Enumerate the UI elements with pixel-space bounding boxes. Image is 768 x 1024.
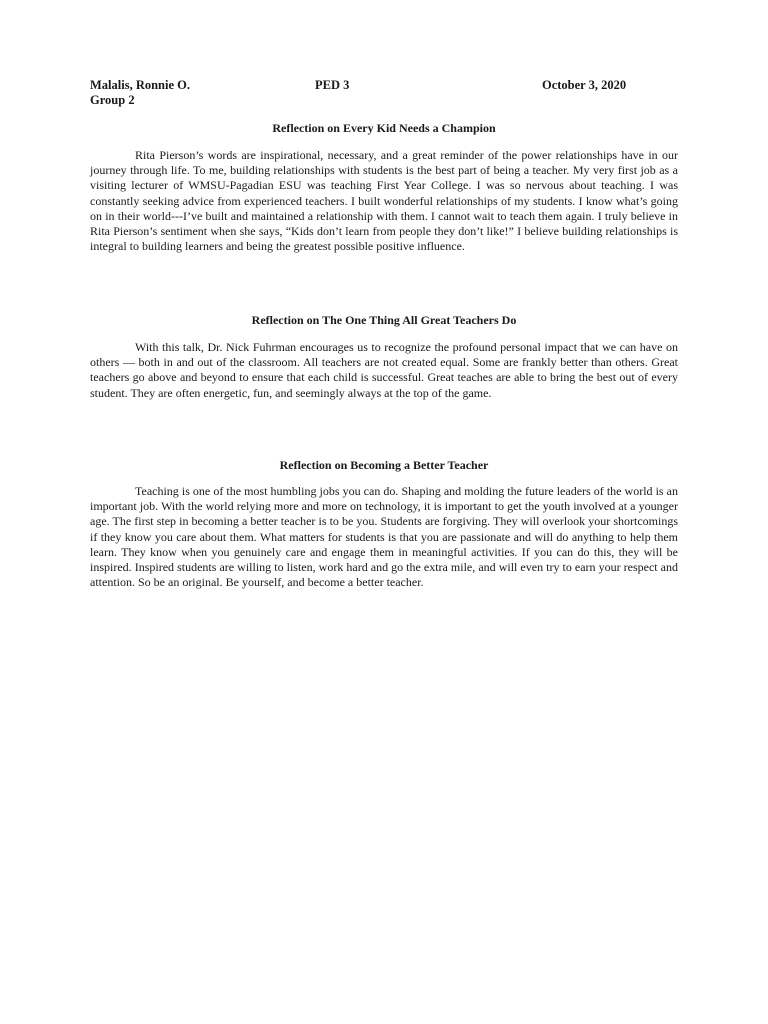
section-paragraph: With this talk, Dr. Nick Fuhrman encourages us to recognize the profound personal impact that we can have on others — both in and out of the classroom. All teachers are not created equal. Some are frankly better than others. Great teachers go above and beyond to ensure that each child is successful. Great teaches are able to bring the best out of every student. They are often energetic, fun, and seemingly always at the top of the game. [90,340,678,400]
course-code: PED 3 [315,78,350,92]
section-title: Reflection on The One Thing All Great Teachers Do [251,313,517,327]
section-title: Reflection on Every Kid Needs a Champion [272,121,496,135]
section-paragraph: Rita Pierson’s words are inspirational, necessary, and a great reminder of the power relationships have in our journey through life. To me, building relationships with students is the best part of being a teacher. My very first job as a visiting lecturer of WMSU-Pagadian ESU was teaching First Year College. I was so nervous about teaching. I was constantly seeking advice from experienced teachers. I built wonderful relationships of my students. I know what’s going on in their world---I’ve built and maintained a relationship with them. I cannot wait to teach them again. I truly believe in Rita Pierson’s sentiment when she says, “Kids don’t learn from people they don’t like!” I believe building relationships is integral to building learners and being the greatest possible positive influence. [90,148,678,254]
author-name: Malalis, Ronnie O. [90,78,191,92]
section-title: Reflection on Becoming a Better Teacher [279,458,489,472]
document-header [90,78,680,94]
section-paragraph: Teaching is one of the most humbling jobs you can do. Shaping and molding the future leaders of the world is an important job. With the world relying more and more on technology, it is important to get the youth involved at a younger age. The first step in becoming a better teacher is to be you. Students are forgiving. They will overlook your shortcomings if they know you care about them. What matters for students is that you are passionate and will do anything to help them learn. They know when you genuinely care and engage them in meaningful activities. If you can do this, they will be inspired. Inspired students are willing to listen, work hard and go the extra mile, and will even try to earn your respect and attention. So be an original. Be yourself, and become a better teacher. [90,484,678,590]
document-date: October 3, 2020 [542,78,627,92]
group-label: Group 2 [90,93,135,107]
